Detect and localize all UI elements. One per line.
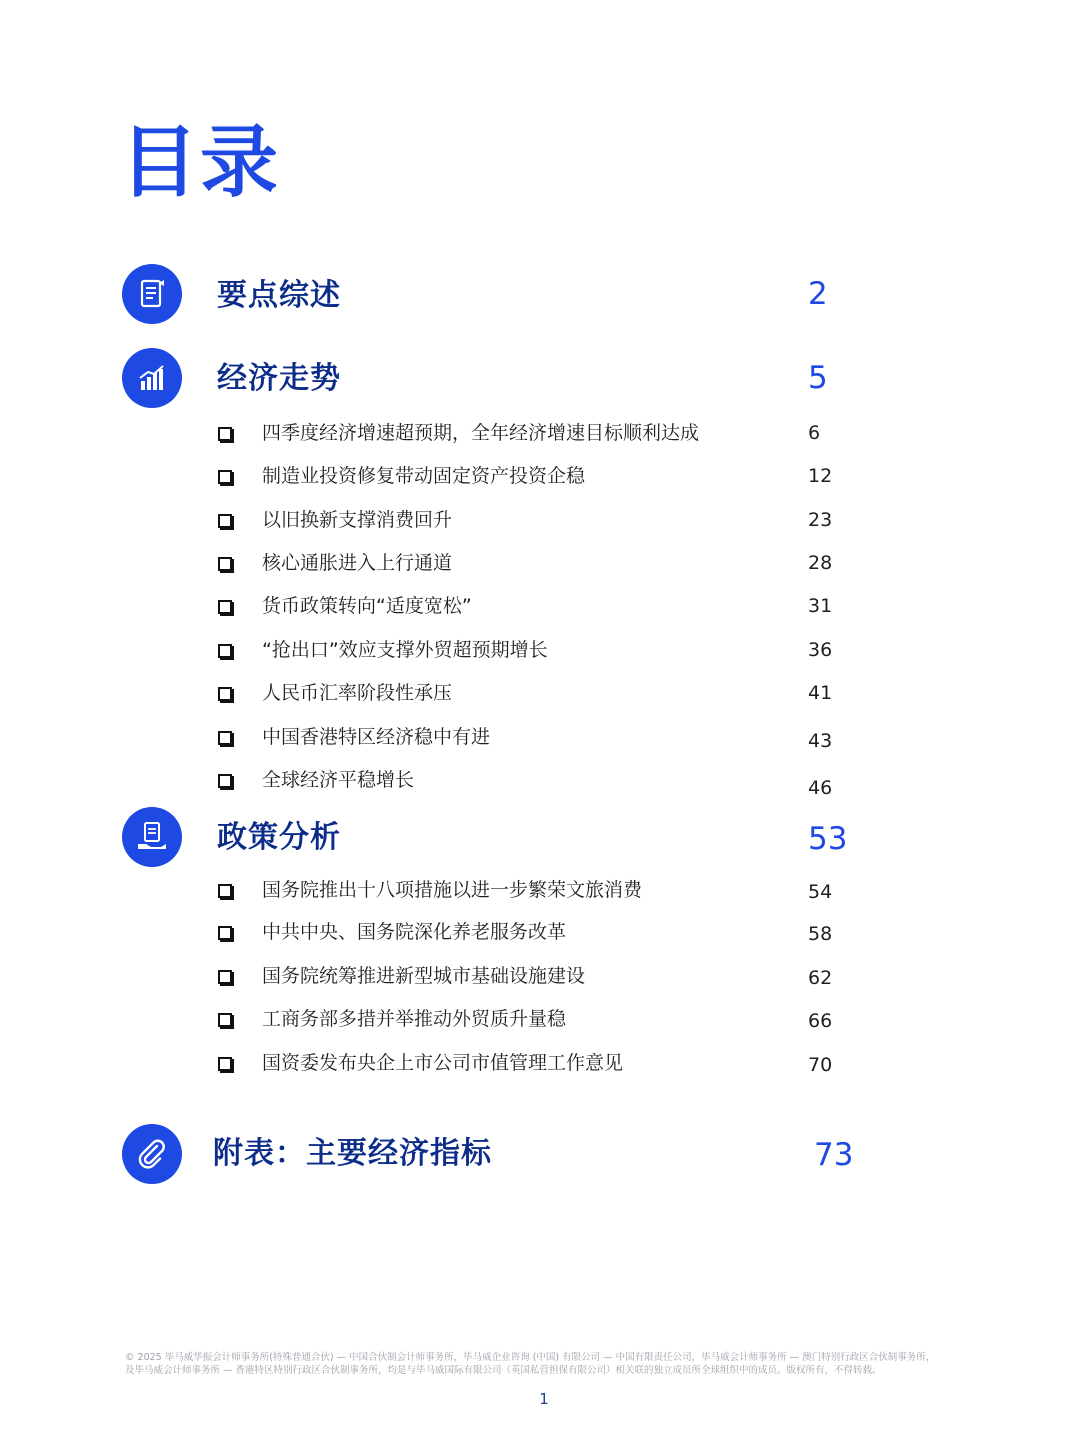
toc-item-page: 70 [808, 1054, 833, 1076]
toc-item[interactable] [218, 1005, 858, 1035]
toc-item-label: 工商务部多措并举推动外贸质升量稳 [262, 1008, 567, 1030]
document-list-icon [122, 264, 182, 324]
checkbox-bullet-icon [218, 600, 232, 614]
toc-item-label: 国务院推出十八项措施以进一步繁荣文旅消费 [262, 879, 643, 901]
footer-line: 及毕马威会计师事务所 — 香港特区特别行政区合伙制事务所，均是与毕马威国际有限公司（英国私营担保有限公司）相关联的独立成员所全球组织中的成员。版权所有，不得转载。 [125, 1364, 882, 1376]
toc-item-label: 国务院统筹推进新型城市基础设施建设 [262, 965, 586, 987]
checkbox-bullet-icon [218, 427, 232, 441]
toc-item[interactable] [218, 1049, 858, 1079]
checkbox-bullet-icon [218, 970, 232, 984]
toc-item-label: 制造业投资修复带动固定资产投资企稳 [262, 465, 586, 487]
toc-item[interactable] [218, 876, 858, 906]
checkbox-bullet-icon [218, 1013, 232, 1027]
toc-item[interactable] [218, 723, 858, 753]
toc-item-page: 58 [808, 923, 833, 945]
toc-item-page: 54 [808, 881, 833, 903]
section-title-appendix[interactable]: 附表：主要经济指标 [213, 1136, 492, 1171]
toc-item-page: 28 [808, 552, 833, 574]
toc-item[interactable] [218, 462, 858, 492]
toc-item-label: 核心通胀进入上行通道 [262, 552, 453, 574]
checkbox-bullet-icon [218, 1057, 232, 1071]
page-title: 目录 [120, 118, 281, 208]
toc-item[interactable] [218, 592, 858, 622]
section-title-summary[interactable]: 要点综述 [217, 278, 341, 313]
toc-item-label: 人民币汇率阶段性承压 [262, 682, 453, 704]
toc-item[interactable] [218, 506, 858, 536]
section-page-summary[interactable]: 2 [808, 276, 828, 312]
toc-item-label: 国资委发布央企上市公司市值管理工作意见 [262, 1052, 624, 1074]
toc-item[interactable] [218, 636, 858, 666]
checkbox-bullet-icon [218, 774, 232, 788]
toc-item-page: 66 [808, 1010, 833, 1032]
checkbox-bullet-icon [218, 557, 232, 571]
toc-item-page: 43 [808, 730, 833, 752]
checkbox-bullet-icon [218, 470, 232, 484]
toc-item[interactable] [218, 679, 858, 709]
toc-item-label: 中共中央、国务院深化养老服务改革 [262, 921, 567, 943]
footer-line: © 2025 毕马威华振会计师事务所(特殊普通合伙) — 中国合伙制会计师事务所，毕马威企业咨询 (中国) 有限公司 — 中国有限责任公司，毕马威会计师事务所 — 澳门特别行政区合伙制事务所， [125, 1352, 936, 1363]
page-number: 1 [539, 1390, 549, 1408]
toc-item[interactable] [218, 962, 858, 992]
toc-item-page: 31 [808, 595, 833, 617]
toc-item-label: “抢出口”效应支撑外贸超预期增长 [262, 639, 548, 661]
toc-item[interactable] [218, 918, 858, 948]
checkbox-bullet-icon [218, 926, 232, 940]
checkbox-bullet-icon [218, 884, 232, 898]
toc-item-page: 46 [808, 777, 833, 799]
checkbox-bullet-icon [218, 514, 232, 528]
toc-item-page: 62 [808, 967, 833, 989]
paperclip-icon [122, 1124, 182, 1184]
section-page-appendix[interactable]: 73 [814, 1137, 854, 1173]
section-page-economy[interactable]: 5 [808, 360, 828, 396]
toc-item-page: 36 [808, 639, 833, 661]
toc-item[interactable] [218, 766, 858, 799]
toc-item[interactable] [218, 549, 858, 579]
toc-item-label: 全球经济平稳增长 [262, 769, 415, 791]
checkbox-bullet-icon [218, 687, 232, 701]
copyright-footer [125, 1352, 965, 1377]
section-title-policy[interactable]: 政策分析 [217, 820, 341, 855]
toc-item[interactable] [218, 419, 858, 449]
toc-item-label: 以旧换新支撑消费回升 [262, 509, 453, 531]
toc-item-label: 中国香港特区经济稳中有进 [262, 726, 491, 748]
checkbox-bullet-icon [218, 731, 232, 745]
toc-item-page: 41 [808, 682, 833, 704]
toc-item-label: 四季度经济增速超预期，全年经济增速目标顺利达成 [262, 422, 700, 444]
toc-item-page: 6 [808, 422, 821, 444]
section-title-economy[interactable]: 经济走势 [217, 361, 341, 396]
toc-item-page: 12 [808, 465, 833, 487]
checkbox-bullet-icon [218, 644, 232, 658]
toc-item-page: 23 [808, 509, 833, 531]
bar-chart-growth-icon [122, 348, 182, 408]
policy-document-hand-icon [122, 807, 182, 867]
section-page-policy[interactable]: 53 [808, 821, 848, 857]
toc-item-label: 货币政策转向“适度宽松” [262, 595, 472, 617]
